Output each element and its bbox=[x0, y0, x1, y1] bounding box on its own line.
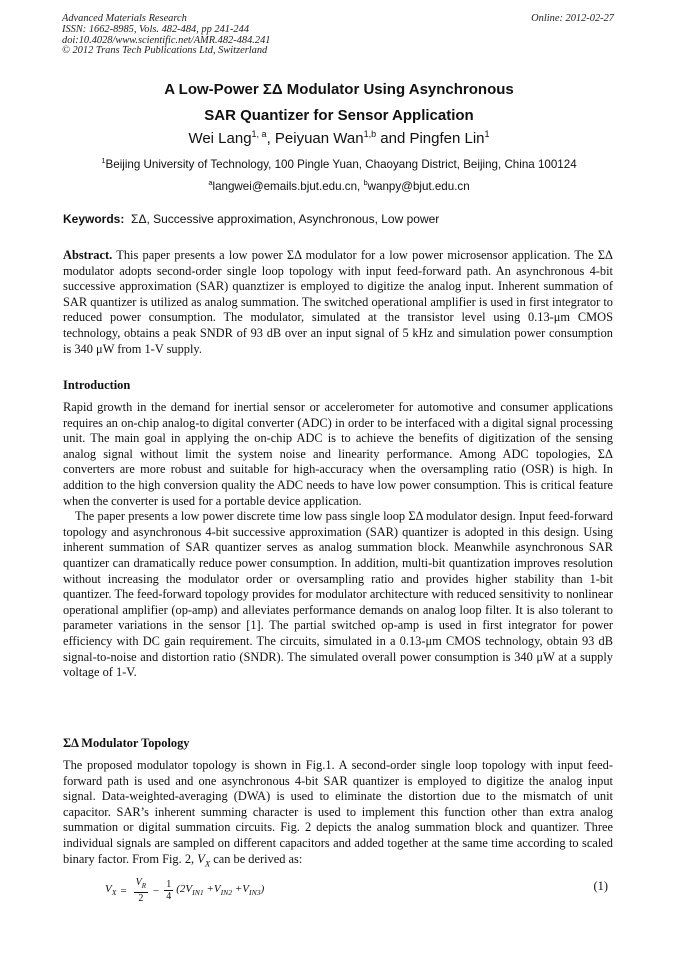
author-name: Pingfen Lin bbox=[409, 130, 485, 147]
affiliation-mark: 1 bbox=[101, 156, 106, 165]
email-mark-b: b bbox=[363, 178, 368, 187]
section-heading-introduction: Introduction bbox=[63, 378, 131, 392]
topology-body bbox=[63, 758, 613, 872]
journal-copyright: © 2012 Trans Tech Publications Ltd, Switzerland bbox=[62, 45, 268, 57]
eq-sum: $(2V_{IN1} +V_{IN2} +V_{IN3})$ bbox=[176, 883, 265, 898]
author-affiliation-mark: 1 bbox=[484, 129, 490, 139]
eq-fraction-2: $\frac{1}{4}$ bbox=[166, 879, 172, 902]
paper-title-line-2: SAR Quantizer for Sensor Application bbox=[204, 107, 474, 124]
author-name: Wei Lang bbox=[188, 130, 252, 147]
eq-equals: = bbox=[120, 884, 127, 897]
introduction-body bbox=[63, 400, 613, 681]
online-date: Online: 2012-02-27 bbox=[531, 13, 614, 24]
journal-header bbox=[62, 14, 270, 57]
email-a: langwei@emails.bjut.edu.cn, bbox=[212, 179, 364, 193]
abstract bbox=[63, 248, 613, 357]
email-b: wanpy@bjut.edu.cn bbox=[367, 179, 470, 193]
author-affiliation-mark: 1,b bbox=[363, 129, 377, 139]
journal-doi: doi:10.4028/www.scientific.net/AMR.482-484.241 bbox=[62, 34, 271, 46]
paragraph-text-end: can be derived as: bbox=[210, 851, 303, 866]
eq-lhs: $V_X$ bbox=[105, 883, 117, 898]
abstract-text: This paper presents a low power ΣΔ modulator for a low power microsensor application. The ΣΔ modulator adopts second-order single loop topology with input feed-forward path. An asynchronous 4-bit successive approximation (SAR) quanztizer is employed to digitize the analog input. Inherent summation of SAR quantizer is utilized as analog summation. The switched operational amplifier is used in first integrator to reduced power consumption. The modulator, simulated at the transistor level using 0.13-μm CMOS technology, obtains a peak SNDR of 93 dB over an input signal of 5 kHz and simulation power consumption is 340 μW from 1-V supply. bbox=[63, 248, 614, 356]
email-mark-a: a bbox=[208, 178, 213, 187]
author-list bbox=[40, 129, 638, 147]
author-affiliation-mark: 1, a bbox=[251, 129, 267, 139]
keywords bbox=[63, 212, 439, 226]
equation-number: (1) bbox=[593, 879, 608, 893]
paragraph-text: The proposed modulator topology is shown in Fig.1. A second-order single loop topology with input feed-forward path is used and one asynchronous 4-bit SAR quantizer is employed to digitize the analog input signal. Data-weighted-averaging (DWA) is used to eliminate the distortion due to the mismatch of unit capacitor. SAR’s inherent summing character is used to implement this function other than extra analog summation or digital summation circuits. Fig. 2 depicts the analog summation block and quantizer. Three individual signals are sampled on different capacitors and added together at the same time according to scaled binary factor. From Fig. 2, bbox=[63, 758, 613, 866]
author-separator: and bbox=[376, 130, 410, 147]
affiliation-text: Beijing University of Technology, 100 Pingle Yuan, Chaoyang District, Beijing, China 100124 bbox=[105, 157, 577, 171]
affiliation bbox=[30, 156, 648, 171]
author-emails bbox=[40, 178, 638, 193]
author-name: Peiyuan Wan bbox=[274, 130, 364, 147]
journal-issn: ISSN: 1662-8985, Vols. 482-484, pp 241-244 bbox=[62, 23, 250, 35]
eq-minus: − bbox=[153, 884, 160, 897]
abstract-label: Abstract. bbox=[63, 248, 113, 262]
inline-variable: $V_X$ bbox=[197, 851, 211, 869]
paragraph: Rapid growth in the demand for inertial sensor or accelerometer for automotive and consumer applications requires an on-chip analog-to digital converter (ADC) in order to be interfaced with a digital signal processing unit. The main goal in applying the on-chip ADC is to achieve the benefits of digitization of the sensing analog signal without limit the system noise and linearity performance. Among ADC topologies, ΣΔ converters are more robust and suitable for high-accuracy when the oversampling ratio (OSR) is high. In addition to the high conversion quality the ADC needs to have low power consumption. This is critical feature when the converter is used for a portable device application. bbox=[63, 400, 613, 508]
eq-fraction-1: $\frac{V_R}{2}$ bbox=[135, 877, 147, 904]
paper-title-line-1: A Low-Power ΣΔ Modulator Using Asynchronous bbox=[164, 81, 514, 98]
section-heading-topology: ΣΔ Modulator Topology bbox=[63, 736, 190, 750]
keywords-text: ΣΔ, Successive approximation, Asynchronous, Low power bbox=[131, 212, 440, 226]
keywords-label: Keywords: bbox=[63, 212, 125, 226]
paragraph bbox=[63, 758, 613, 872]
journal-name: Advanced Materials Research bbox=[62, 13, 187, 24]
equation-1 bbox=[105, 877, 264, 904]
paragraph: The paper presents a low power discrete time low pass single loop ΣΔ modulator design. Input feed-forward topology and asynchronous 4-bit successive approximation (SAR) quantizer is adopted in this design. Using inherent summation of SAR quantizer serves as analog summation block. Meanwhile asynchronous SAR quantizer can dramatically reduce power consumption. In addition, multi-bit quantization improves resolution without increasing the modulator order or oversampling ratio and provides higher stability than 1-bit quantizer. The feed-forward topology provides for modulator architecture with reduced sensitivity to nonlinear operational amplifier (op-amp) and alleviates performance demands on analog loop filter. It is also tolerant to parameter variations in the sensor [1]. The partial switched op-amp is used in first integrator for power efficiency with DC gain requirement. The circuits, simulated in a 0.13-μm CMOS technology, obtain 93 dB signal-to-noise and distortion ratio (SNDR). The simulated overall power consumption is 340 μW at a supply voltage of 1-V. bbox=[63, 509, 613, 680]
author-separator: , bbox=[266, 130, 275, 147]
